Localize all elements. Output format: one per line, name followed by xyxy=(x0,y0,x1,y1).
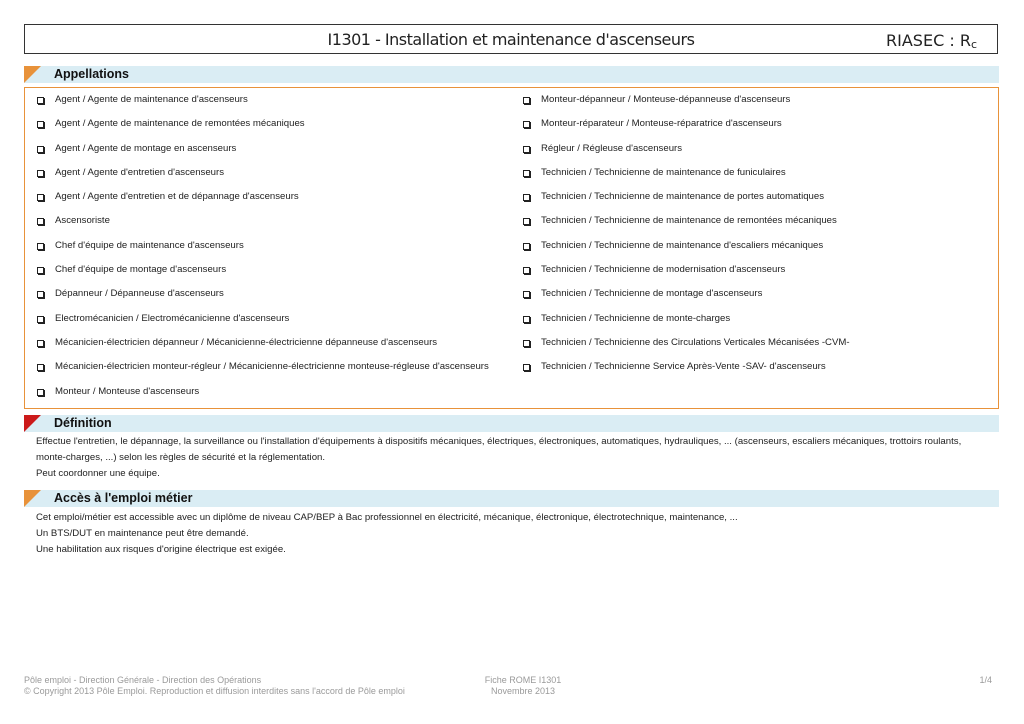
checkbox-bullet-icon xyxy=(523,267,530,274)
red-triangle-icon xyxy=(24,415,41,432)
acces-line: Un BTS/DUT en maintenance peut être demandé. xyxy=(36,528,249,539)
footer-left xyxy=(24,675,405,697)
checkbox-bullet-icon xyxy=(523,170,530,177)
orange-triangle-icon xyxy=(24,66,41,83)
checkbox-bullet-icon xyxy=(523,340,530,347)
footer-copyright: © Copyright 2013 Pôle Emploi. Reproduction et diffusion interdites sans l'accord de Pôle emploi xyxy=(24,686,405,696)
checkbox-bullet-icon xyxy=(37,340,44,347)
footer-org: Pôle emploi - Direction Générale - Direction des Opérations xyxy=(24,675,262,685)
appellation-label: Agent / Agente de montage en ascenseurs xyxy=(55,142,237,154)
checkbox-bullet-icon xyxy=(37,170,44,177)
appellation-label: Chef d'équipe de maintenance d'ascenseurs xyxy=(55,239,244,251)
checkbox-bullet-icon xyxy=(37,194,44,201)
acces-line: Cet emploi/métier est accessible avec un diplôme de niveau CAP/BEP à Bac professionnel en électricité, mécanique, électronique, électrotechnique, maintenance, ... xyxy=(36,512,738,523)
definition-line: monte-charges, ...) selon les règles de sécurité et la réglementation. xyxy=(36,452,326,463)
appellation-label: Technicien / Technicienne de modernisation d'ascenseurs xyxy=(541,264,786,276)
appellation-label: Monteur-réparateur / Monteuse-réparatrice d'ascenseurs xyxy=(541,118,782,130)
checkbox-bullet-icon xyxy=(523,291,530,298)
checkbox-bullet-icon xyxy=(523,194,530,201)
appellation-label: Technicien / Technicienne de montage d'ascenseurs xyxy=(541,288,763,300)
checkbox-bullet-icon xyxy=(523,243,530,250)
checkbox-bullet-icon xyxy=(37,291,44,298)
appellation-label: Mécanicien-électricien monteur-régleur / Mécanicienne-électricienne monteuse-régleuse d'ascenseurs xyxy=(55,361,489,373)
footer-center xyxy=(462,675,584,697)
acces-header xyxy=(24,490,999,507)
checkbox-bullet-icon xyxy=(523,146,530,153)
appellation-label: Technicien / Technicienne de maintenance d'escaliers mécaniques xyxy=(541,239,824,251)
footer-page-number: 1/4 xyxy=(979,675,992,685)
checkbox-bullet-icon xyxy=(37,146,44,153)
checkbox-bullet-icon xyxy=(523,218,530,225)
page-title: I1301 - Installation et maintenance d'ascenseurs xyxy=(327,29,695,49)
riasec-major: R xyxy=(959,31,971,50)
appellation-label: Agent / Agente de maintenance de remontées mécaniques xyxy=(55,118,305,130)
appellation-label: Technicien / Technicienne de monte-charges xyxy=(541,312,731,324)
footer-date: Novembre 2013 xyxy=(490,686,556,696)
acces-line: Une habilitation aux risques d'origine électrique est exigée. xyxy=(36,544,286,555)
definition-line: Peut coordonner une équipe. xyxy=(36,468,160,479)
acces-text xyxy=(36,510,996,558)
appellation-label: Technicien / Technicienne des Circulations Verticales Mécanisées -CVM- xyxy=(541,336,850,348)
appellation-label: Agent / Agente d'entretien et de dépannage d'ascenseurs xyxy=(55,191,299,203)
acces-heading: Accès à l'emploi métier xyxy=(54,491,193,505)
checkbox-bullet-icon xyxy=(37,267,44,274)
appellation-label: Technicien / Technicienne de maintenance de portes automatiques xyxy=(541,191,825,203)
appellation-label: Monteur / Monteuse d'ascenseurs xyxy=(55,385,200,397)
orange-triangle-icon xyxy=(24,490,41,507)
footer-fiche: Fiche ROME I1301 xyxy=(484,675,562,685)
checkbox-bullet-icon xyxy=(523,316,530,323)
appellations-list xyxy=(24,87,999,409)
appellation-label: Ascensoriste xyxy=(55,215,110,227)
definition-text xyxy=(36,434,996,482)
appellation-label: Dépanneur / Dépanneuse d'ascenseurs xyxy=(55,288,224,300)
appellation-label: Technicien / Technicienne Service Après-Vente -SAV- d'ascenseurs xyxy=(541,361,826,373)
checkbox-bullet-icon xyxy=(523,364,530,371)
appellation-label: Technicien / Technicienne de maintenance de remontées mécaniques xyxy=(541,215,837,227)
appellation-label: Electromécanicien / Electromécanicienne d'ascenseurs xyxy=(55,312,290,324)
riasec-code xyxy=(886,31,977,51)
checkbox-bullet-icon xyxy=(37,97,44,104)
definition-line: Effectue l'entretien, le dépannage, la surveillance ou l'installation d'équipements à dispositifs mécaniques, électriques, électroniques, automatiques, hydrauliques, ... (ascenseurs, escaliers mécaniques, trottoirs roulants, xyxy=(36,436,962,447)
appellation-label: Technicien / Technicienne de maintenance de funiculaires xyxy=(541,166,786,178)
checkbox-bullet-icon xyxy=(37,218,44,225)
riasec-minor: c xyxy=(970,38,977,51)
appellations-heading: Appellations xyxy=(54,67,130,81)
appellations-header xyxy=(24,66,999,83)
checkbox-bullet-icon xyxy=(523,97,530,104)
riasec-label: RIASEC : xyxy=(886,31,955,50)
appellation-label: Chef d'équipe de montage d'ascenseurs xyxy=(55,264,227,276)
definition-heading: Définition xyxy=(54,416,112,430)
checkbox-bullet-icon xyxy=(523,121,530,128)
definition-header xyxy=(24,415,999,432)
appellation-label: Régleur / Régleuse d'ascenseurs xyxy=(541,142,683,154)
appellation-label: Monteur-dépanneur / Monteuse-dépanneuse d'ascenseurs xyxy=(541,94,791,105)
appellation-label: Agent / Agente d'entretien d'ascenseurs xyxy=(55,166,225,178)
checkbox-bullet-icon xyxy=(37,121,44,128)
appellation-label: Mécanicien-électricien dépanneur / Mécanicienne-électricienne dépanneuse d'ascenseurs xyxy=(55,336,438,348)
title-box xyxy=(24,24,998,54)
checkbox-bullet-icon xyxy=(37,364,44,371)
appellation-label: Agent / Agente de maintenance d'ascenseurs xyxy=(55,94,248,105)
checkbox-bullet-icon xyxy=(37,389,44,396)
checkbox-bullet-icon xyxy=(37,243,44,250)
checkbox-bullet-icon xyxy=(37,316,44,323)
